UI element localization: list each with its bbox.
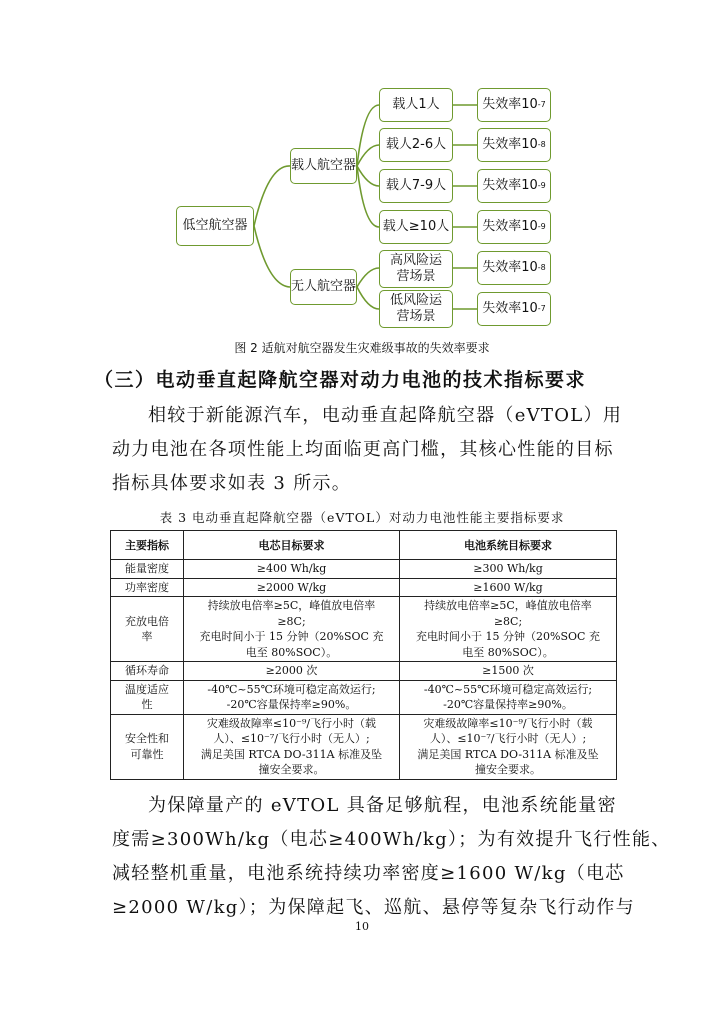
cell-line: ≥1600 W/kg <box>473 580 543 594</box>
cell-line: 灾难级故障率≤10⁻⁹/飞行小时（载 <box>206 716 377 730</box>
cell-line: 充电时间小于 15 分钟（20%SOC 充 <box>199 630 384 643</box>
leaf-label: 载人7-9人 <box>385 178 447 193</box>
cell-line: 温度适应 <box>125 682 169 696</box>
rate-node: 失效率10 -7 <box>477 88 551 122</box>
cell-line: 撞安全要求。 <box>475 763 541 776</box>
cell-line: 持续放电倍率≥5C，峰值放电倍率 <box>207 599 376 612</box>
leaf-node <box>379 88 453 122</box>
connector-lines <box>0 0 724 330</box>
cell-line: ≥2000 次 <box>265 664 318 677</box>
cell-line: -20℃容量保持率≥90%。 <box>443 698 573 711</box>
cell-line: 性 <box>141 698 153 711</box>
paragraph-line: 减轻整机重量，电池系统持续功率密度≥1600 W/kg（电芯 <box>112 863 625 884</box>
rate-label: 失效率10 <box>482 97 538 112</box>
failure-rate-tree-diagram <box>0 0 724 330</box>
leaf-node <box>379 169 453 203</box>
table-row <box>111 597 617 662</box>
intro-paragraph <box>112 399 623 501</box>
connector-manned-2 <box>357 145 379 166</box>
cell-line: 功率密度 <box>125 580 169 594</box>
rate-label: 失效率10 <box>482 219 538 234</box>
cell-line: 安全性和 <box>125 732 169 745</box>
cell-line: ≥2000 W/kg <box>256 580 327 594</box>
table-caption: 表 3 电动垂直起降航空器（eVTOL）对动力电池性能主要指标要求 <box>159 510 565 525</box>
table-row <box>111 714 617 779</box>
cell-target-cell <box>184 680 400 714</box>
cell-line: 满足美国 RTCA DO-311A 标准及坠 <box>200 747 383 761</box>
cell-line: 持续放电倍率≥5C，峰值放电倍率 <box>424 599 592 612</box>
table-header-row <box>111 531 617 560</box>
system-target-cell <box>400 578 617 597</box>
connector-root-unmanned <box>254 226 290 287</box>
cell-target-cell <box>184 714 400 779</box>
connector-manned-3 <box>357 166 379 186</box>
leaf-label: 载人2-6人 <box>385 137 447 152</box>
section-heading: （三）电动垂直起降航空器对动力电池的技术指标要求 <box>94 369 587 391</box>
cell-line: 能量密度 <box>125 562 169 575</box>
table-row <box>111 680 617 714</box>
connector-manned-4 <box>357 166 379 227</box>
cell-line: 灾难级故障率≤10⁻⁹/飞行小时（载 <box>423 716 593 730</box>
cell-line: 人）、≤10⁻⁷/飞行小时（无人）; <box>213 732 370 745</box>
system-target-cell <box>400 662 617 681</box>
cell-target-cell <box>184 662 400 681</box>
cell-line: ≥300 Wh/kg <box>473 562 543 575</box>
rate-node: 失效率10 -8 <box>477 128 551 162</box>
row-label-cell <box>111 662 184 681</box>
rate-node: 失效率10 -8 <box>477 251 551 285</box>
closing-paragraph <box>112 789 671 925</box>
node-manned <box>290 148 357 184</box>
cell-line: ≥400 Wh/kg <box>256 562 327 575</box>
node-root <box>176 206 254 246</box>
rate-node: 失效率10 -7 <box>477 292 551 326</box>
row-label-cell <box>111 714 184 779</box>
table-row <box>111 662 617 681</box>
cell-line: 人）、≤10⁻⁷/飞行小时（无人）; <box>429 732 587 745</box>
table-row <box>111 560 617 579</box>
cell-line: 充电时间小于 15 分钟（20%SOC 充 <box>416 630 600 643</box>
node-root-label: 低空航空器 <box>182 218 248 233</box>
paragraph-line: 指标具体要求如表 3 所示。 <box>112 473 352 494</box>
system-target-cell <box>400 597 617 662</box>
paragraph-line: ≥2000 W/kg）；为保障起飞、巡航、悬停等复杂飞行动作与 <box>112 897 635 918</box>
cell-line: 可靠性 <box>130 747 164 761</box>
cell-line: -20℃容量保持率≥90%。 <box>226 698 357 711</box>
cell-target-cell <box>184 578 400 597</box>
rate-node: 失效率10 -9 <box>477 169 551 203</box>
leaf-label: 载人1人 <box>392 97 440 112</box>
cell-line: ≥1500 次 <box>482 664 534 677</box>
header-cell-target: 电芯目标要求 <box>184 531 400 560</box>
connector-root-manned <box>254 166 290 226</box>
cell-line: 电至 80%SOC）。 <box>245 645 338 659</box>
connector-manned-1 <box>357 105 379 166</box>
paragraph-line: 为保障量产的 eVTOL 具备足够航程，电池系统能量密 <box>148 795 617 816</box>
cell-target-cell <box>184 597 400 662</box>
leaf-node <box>379 250 453 288</box>
row-label-cell <box>111 597 184 662</box>
paragraph-line: 动力电池在各项性能上均面临更高门槛，其核心性能的目标 <box>112 439 614 460</box>
leaf-label: 高风险运营场景 <box>389 253 442 284</box>
paragraph-line: 度需≥300Wh/kg（电芯≥400Wh/kg）；为有效提升飞行性能、 <box>112 829 671 850</box>
paragraph-line: 相较于新能源汽车，电动垂直起降航空器（eVTOL）用 <box>148 405 623 426</box>
node-manned-label: 载人航空器 <box>291 158 357 173</box>
cell-line: 充放电倍 <box>125 614 169 628</box>
leaf-node <box>379 290 453 328</box>
system-target-cell <box>400 560 617 579</box>
rate-label: 失效率10 <box>482 137 538 152</box>
cell-target-cell <box>184 560 400 579</box>
cell-line: ≥8C; <box>277 614 306 628</box>
table-row <box>111 578 617 597</box>
rate-label: 失效率10 <box>482 178 538 193</box>
system-target-cell <box>400 680 617 714</box>
cell-line: ≥8C; <box>493 614 523 628</box>
row-label-cell <box>111 680 184 714</box>
node-unmanned-label: 无人航空器 <box>291 279 357 294</box>
node-unmanned <box>290 269 357 305</box>
rate-label: 失效率10 <box>482 260 538 275</box>
rate-label: 失效率10 <box>482 301 538 316</box>
connector-unmanned-high <box>357 268 379 287</box>
cell-line: 率 <box>141 630 153 643</box>
cell-line: 撞安全要求。 <box>258 763 325 776</box>
connector-unmanned-low <box>357 287 379 309</box>
header-indicator: 主要指标 <box>111 531 184 560</box>
row-label-cell <box>111 578 184 597</box>
rate-node: 失效率10 -9 <box>477 210 551 244</box>
leaf-node <box>379 210 453 244</box>
system-target-cell <box>400 714 617 779</box>
cell-line: 满足美国 RTCA DO-311A 标准及坠 <box>417 747 599 761</box>
figure-caption: 图 2 适航对航空器发生灾难级事故的失效率要求 <box>234 341 490 355</box>
leaf-label: 低风险运营场景 <box>389 293 442 324</box>
cell-line: -40℃~55℃环境可稳定高效运行; <box>207 682 376 696</box>
cell-line: 循环寿命 <box>125 664 169 677</box>
cell-line: -40℃~55℃环境可稳定高效运行; <box>423 682 593 696</box>
leaf-node <box>379 128 453 162</box>
page-number: 10 <box>355 920 369 933</box>
row-label-cell <box>111 560 184 579</box>
header-system-target: 电池系统目标要求 <box>400 531 617 560</box>
leaf-label: 载人≥10人 <box>382 219 450 234</box>
cell-line: 电至 80%SOC）。 <box>462 645 554 659</box>
battery-requirements-table <box>110 530 617 780</box>
